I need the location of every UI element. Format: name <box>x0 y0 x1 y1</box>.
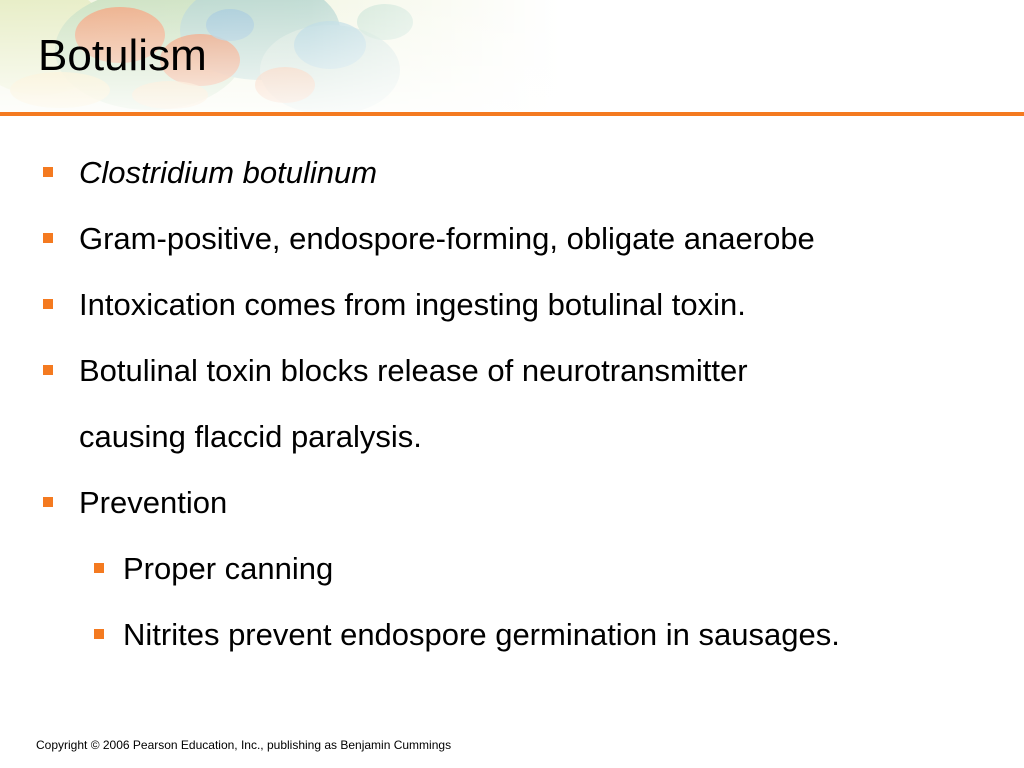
bullet-item <box>0 470 1024 536</box>
square-bullet-icon <box>43 497 53 507</box>
sub-bullet-item <box>0 536 1024 602</box>
bullet-item <box>0 206 1024 272</box>
copyright-footer: Copyright © 2006 Pearson Education, Inc., publishing as Benjamin Cummings <box>36 738 452 752</box>
bullet-item <box>0 272 1024 338</box>
bullet-continuation <box>0 404 1024 470</box>
title-divider <box>0 112 1024 116</box>
bullet-item <box>0 140 1024 206</box>
square-bullet-icon <box>43 365 53 375</box>
slide-title: Botulism <box>38 31 207 80</box>
bullet-list <box>0 140 1024 668</box>
bullet-text: Gram-positive, endospore-forming, obligate anaerobe <box>79 221 815 256</box>
square-bullet-icon <box>43 167 53 177</box>
square-bullet-icon <box>43 233 53 243</box>
square-bullet-icon <box>43 299 53 309</box>
bullet-text: Clostridium botulinum <box>79 155 378 190</box>
bullet-text: Nitrites prevent endospore germination in sausages. <box>123 617 840 652</box>
bullet-text: Proper canning <box>123 551 334 586</box>
sub-bullet-item <box>0 602 1024 668</box>
bullet-text: causing flaccid paralysis. <box>79 419 422 454</box>
bullet-text: Botulinal toxin blocks release of neurotransmitter <box>79 353 748 388</box>
bullet-text: Prevention <box>79 485 228 520</box>
bullet-text: Intoxication comes from ingesting botulinal toxin. <box>79 287 746 322</box>
bullet-item <box>0 338 1024 404</box>
square-bullet-icon <box>94 629 104 639</box>
square-bullet-icon <box>94 563 104 573</box>
